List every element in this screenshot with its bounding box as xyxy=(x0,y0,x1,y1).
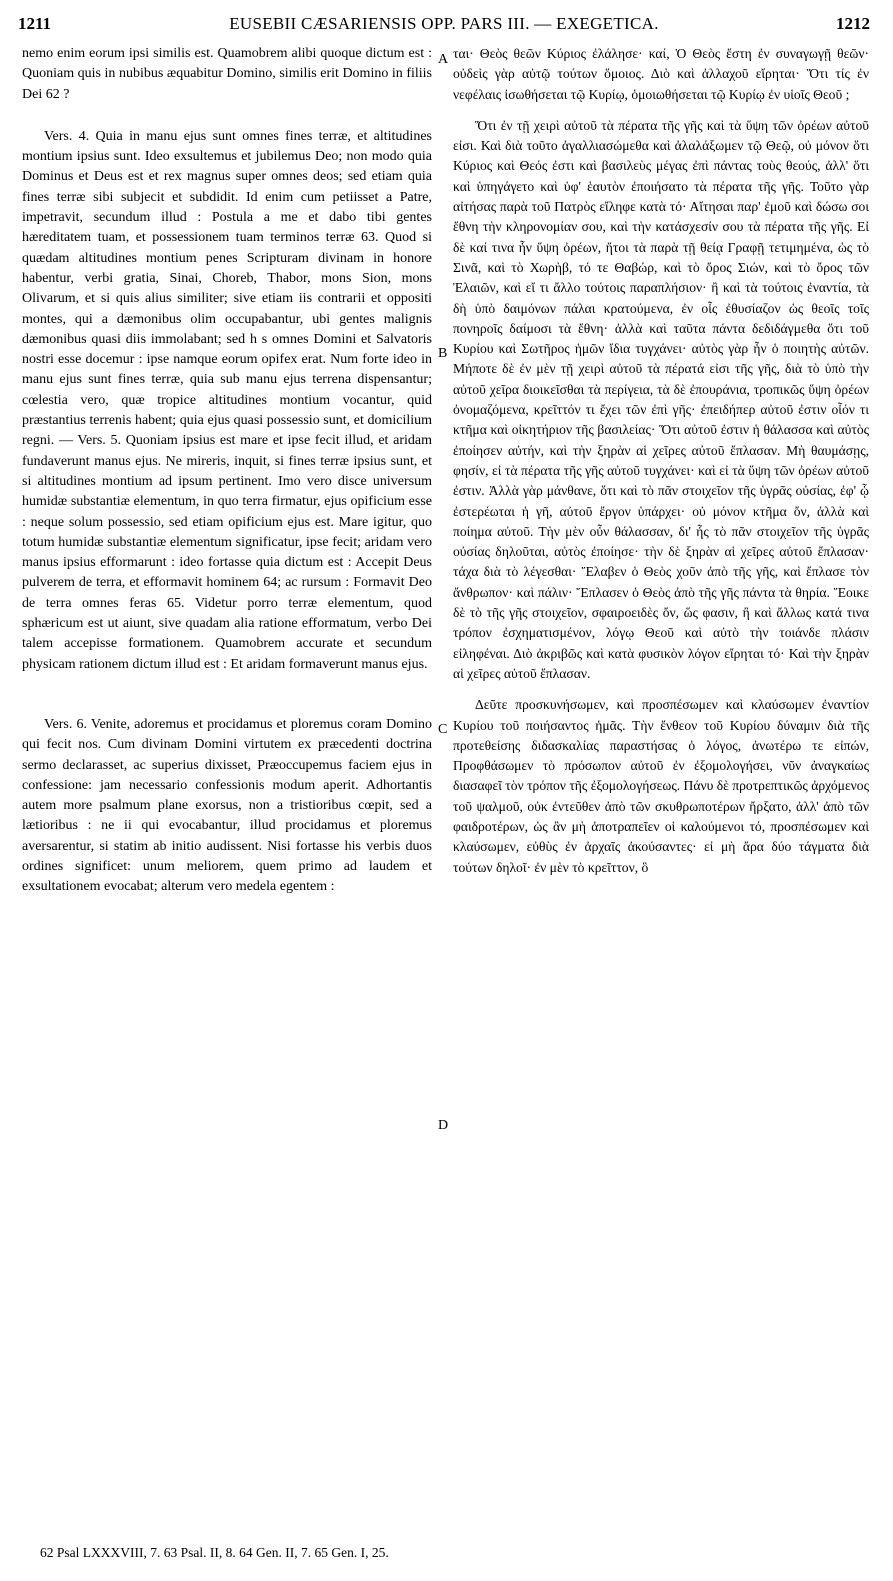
running-title: EUSEBII CÆSARIENSIS OPP. PARS III. — EXEGETICA. xyxy=(229,14,659,33)
latin-paragraph-2: Vers. 4. Quia in manu ejus sunt omnes fines terræ, et altitudines montium ipsius sunt. Ideo exsultemus et jubilemus Deo; non modo quia Dominus et Deus est et rex magnus super omnes deos; sed etiam quia fines terræ sibi subjecit et subdidit. Id enim cum petiisset a Patre, impetravit, secundum illud : Postula a me et dabo tibi gentes hæreditatem tuam, et possessionem tuam terminos terræ 63. Quod si quædam altitudines montium penes Scripturam divinam in honore habentur, verbi gratia, Sinai, Choreb, Thabor, mons Sion, mons Olivarum, et si quis alius similiter; sive etiam iis contrarii et oppositi montes, qui a dæmonibus olim occupabantur, ubi gentes malignis dæmonibus quasi diis immolabant; sed h s omnes Domini et Salvatoris nostri esse docemur : ipse namque eorum opifex erat. Num forte ideo in manu ejus sunt fines terræ, quia sub manu ejus terrena dispensantur; cœlestia vero, quæ tropice altitudines montium vocantur, quid præstantius terrenis habent; quia ejus quasi possessio sunt, et domicilium regni. — Vers. 5. Quoniam ipsius est mare et ipse fecit illud, et aridam fundaverunt manus ejus. Ne mireris, inquit, si fines terræ ipsius sunt, et si altitudines montium ad ipsum pertinent. Imo vero disce universum humidæ substantiæ elementum, in quo terra firmatur, ejus opificium esse : neque solum possessio, sed etiam opificium ejus est. Mare igitur, quo totum humidæ substantiæ elementum significatur, ipse fecit; aridam vero manus ipsius efformarunt : ideo fortasse quia dictum est : Accepit Deus pulverem de terra, et efformavit hominem 64; ac rursum : Formavit Deo de terra omnes feras 65. Videtur porro terræ elementum, quod sphæricum est ut aiunt, sive quadam alia ratione efformatum, verbo Dei talem accepisse formationem. Quamobrem accurate et secundum physicam rationem dictum illud est : Et aridam formaverunt manus ejus. xyxy=(22,128,432,672)
latin-paragraph-1: nemo enim eorum ipsi similis est. Quamobrem alibi quoque dictum est : Quoniam quis in nubibus æquabitur Domino, similis erit Domino in filiis Dei 62 ? xyxy=(22,46,432,102)
margin-letter-c: C xyxy=(438,722,448,737)
greek-paragraph-2: Ὅτι ἐν τῇ χειρὶ αὐτοῦ τὰ πέρατα τῆς γῆς καὶ τὰ ὕψη τῶν ὀρέων αὐτοῦ εἰσι. Καὶ διὰ τοῦτο ἀγαλλιασώμεθα καὶ ἀλαλάξωμεν τῷ Θεῷ, οὐ μόνον ὅτι Κύριος καὶ Θεός ἐστι καὶ βασιλεὺς μέγας ἐπὶ πάντας τοὺς θεούς, ἀλλ' ὅτι καὶ ὑπηγάγετο καὶ ὑφ' ἑαυτὸν ἐποιήσατο τὰ πέρατα τῆς γῆς. Τοῦτο γὰρ αἰτήσας παρὰ τοῦ Πατρὸς εἴληφε κατὰ τό· Αἴτησαι παρ' ἐμοῦ καὶ δώσω σοι ἔθνη τὴν κληρονομίαν σου, καὶ τὴν κατάσχεσίν σου τὰ πέρατα τῆς γῆς. Εἰ δὲ καί τινα ἦν ὕψη ὀρέων, ἤτοι τὰ παρὰ τῇ θείᾳ Γραφῇ τετιμημένα, ὡς τὸ Σινᾶ, καὶ τὸ Χωρὴβ, τό τε Θαβώρ, καὶ τὸ ὄρος Σιών, καὶ τὸ ὄρος τῶν Ἐλαιῶν, καὶ εἴ τι ἄλλο τούτοις παραπλήσιον· ἢ καὶ τὰ τούτοις ἐναντία, τὰ δὴ ὑπὸ δαιμόνων πάλαι κρατούμενα, ἐν οἷς ἐθυσίαζον ὡς θεοῖς τοῖς πονηροῖς δαίμοσι τὰ ἔθνη· ἀλλὰ καὶ ταῦτα πάντα δεδιδάγμεθα ὅτι τοῦ Κυρίου καὶ Σωτῆρος ἡμῶν ἴδια τυγχάνει· αὐτὸς γὰρ ἦν ὁ ποιητὴς αὐτῶν. Μήποτε δὲ ἐν μὲν τῇ χειρὶ αὐτοῦ τὰ πέρατά εἰσι τῆς γῆς, διὰ τὸ ὑπὸ τὴν αὐτοῦ χεῖρα διοικεῖσθαι τὰ περίγεια, τὰ δὲ ἐπουράνια, τροπικῶς ὕψη ὀρέων ὀνομαζόμενα, κρεῖττόν τι ἔχει τῶν ἐπὶ γῆς· ἐπειδήπερ αὐτοῦ ἐστιν οἷόν τι κτῆμα καὶ οἰκητήριον τῆς βασιλείας· Ὅτι αὐτοῦ ἐστιν ἡ θάλασσα καὶ αὐτὸς ἐποίησεν αὐτήν, καὶ τὴν ξηρὰν αἱ χεῖρες αὐτοῦ ἔπλασαν. Μὴ θαυμάσῃς, φησίν, εἰ τὰ πέρατα τῆς γῆς αὐτοῦ τυγχάνει· καὶ εἰ τὰ ὕψη τῶν ὀρέων αὐτοῦ ἐστιν. Ἀλλὰ γὰρ μάνθανε, ὅτι καὶ τὸ πᾶν στοιχεῖον τῆς ὑγρᾶς οὐσίας, ἐφ' ᾧ ἐστερέωται ἡ γῆ, αὐτοῦ ἔργον ὑπάρχει· οὐ μόνον κτῆμα ὄν, ἀλλὰ καὶ ποίημα αὐτοῦ. Τὴν μὲν οὖν θάλασσαν, δι' ἧς τὸ πᾶν στοιχεῖον τῆς ὑγρᾶς οὐσίας δηλοῦται, αὐτὸς ἐποίησε· τὴν δὲ ξηρὰν αἱ χεῖρες αὐτοῦ ἔπλασαν· τάχα διὰ τὸ λέγεσθαι· Ἔλαβεν ὁ Θεὸς χοῦν ἀπὸ τῆς γῆς, καὶ ἔπλασε τὸν ἄνθρωπον· καὶ πάλιν· Ἔπλασεν ὁ Θεὸς ἀπὸ τῆς γῆς πάντα τὰ θηρία. Ἔοικε δὲ τὸ τῆς γῆς στοιχεῖον, σφαιροειδὲς ὄν, ὥς φασιν, ἢ καὶ ἄλλως κατά τινα τρόπον ἐσχηματισμένον, λόγῳ Θεοῦ καὶ αὐτὸ τὴν τοιάνδε πλάσιν εἰληφέναι. Διὸ ἀκριβῶς καὶ κατὰ φυσικὸν λόγον εἴρηται τό· Καὶ τὴν ξηρὰν αἱ χεῖρες αὐτοῦ ἔπλασαν. xyxy=(453,117,869,681)
margin-letter-b: B xyxy=(438,346,448,361)
margin-letter-d: D xyxy=(438,1118,449,1133)
greek-paragraph-1: ται· Θεὸς θεῶν Κύριος ἐλάλησε· καί, Ὁ Θεὸς ἔστη ἐν συναγωγῇ θεῶν· οὐδεὶς γὰρ αὐτῷ τούτων ὅμοιος. Διὸ καὶ ἀλλαχοῦ εἴρηται· Ὅτι τίς ἐν νεφέλαις ἰσωθήσεται τῷ Κυρίῳ, ὁμοιωθήσεται τῷ Κυρίῳ ἐν υἱοῖς Θεοῦ ; xyxy=(453,46,869,102)
greek-column xyxy=(453,44,869,878)
latin-paragraph-3: Vers. 6. Venite, adoremus et procidamus et ploremus coram Domino qui fecit nos. Cum divinam Domini virtutem ex præcedenti doctrina sermo declarasset, ac superius dixisset, Præoccupemus faciem ejus in confessione: jam necessario confessionis modum aperit. Adhortantis autem more psalmum plane exorsus, non a tristioribus cœpit, sed a lætioribus : ne ii qui evocabantur, illud procidamus et ploremus aversarentur, si statim ab initio audissent. Nisi fortasse his verbis duos ordines significet: unum meliorem, quem primo ad laudem et exsultationem evocabat; alterum vero medela egentem : xyxy=(22,716,432,895)
latin-column xyxy=(22,44,432,898)
running-header xyxy=(18,14,870,40)
greek-paragraph-3: Δεῦτε προσκυνήσωμεν, καὶ προσπέσωμεν καὶ κλαύσωμεν ἐναντίον Κυρίου τοῦ ποιήσαντος ἡμᾶς. Τὴν ἔνθεον τοῦ Κυρίου δύναμιν διὰ τῆς προτεθείσης διδασκαλίας παραστήσας ὁ λόγος, ἀνωτέρω τε εἰπών, Προφθάσωμεν τὸ πρόσωπον αὐτοῦ ἐν ἐξομολογήσει, νῦν ἀναγκαίως διασαφεῖ τὸν τρόπον τῆς ἐξομολογήσεως. Πάνυ δὲ προτρεπτικῶς ἀρχόμενος τοῦ ψαλμοῦ, οὐκ ἐντεῦθεν ἀπὸ τῶν σκυθρωποτέρων ἤρξατο, ἀλλ' ἀπὸ τῶν φαιδροτέρων, ὡς ἂν μὴ ἀποτραπεῖεν οἱ καλούμενοι τό, προσπέσωμεν καὶ κλαύσωμεν, εὐθὺς ἐν ἀρχαῖς ἀκούσαντες· εἰ μὴ ἄρα δύο τάγματα διὰ τούτων δηλοῖ· ἐν μὲν τὸ κρεῖττον, ὃ xyxy=(453,697,869,875)
margin-letter-a: A xyxy=(438,52,449,67)
page-number-left: 1211 xyxy=(18,14,52,33)
page-number-right: 1212 xyxy=(836,14,870,33)
footnotes: 62 Psal LXXXVIII, 7. 63 Psal. II, 8. 64 Gen. II, 7. 65 Gen. I, 25. xyxy=(40,1545,389,1560)
